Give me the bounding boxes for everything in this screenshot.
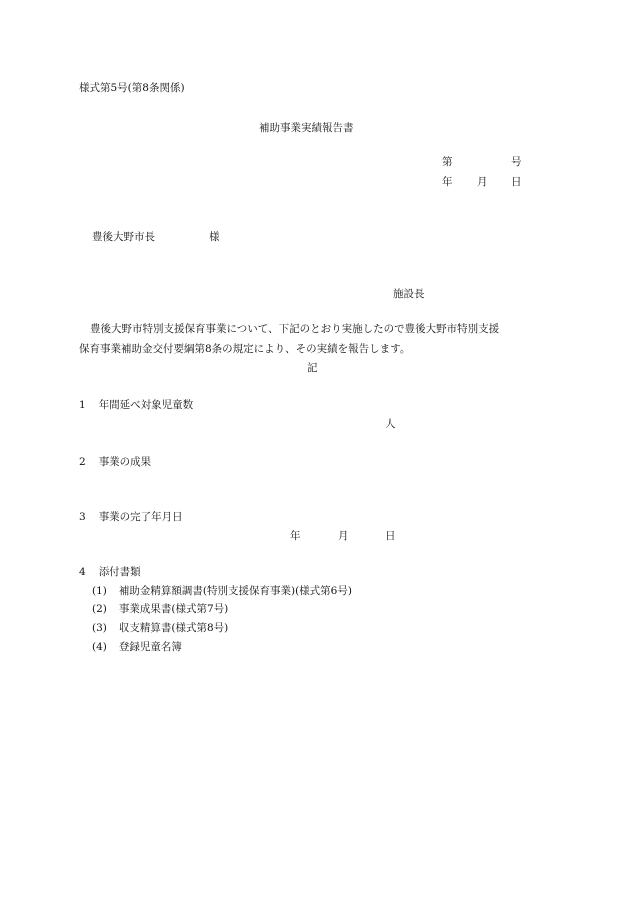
completion-year: 年	[290, 530, 301, 542]
attachment-number: (1)	[92, 585, 107, 597]
attachment-number: (2)	[92, 603, 107, 615]
attachment-item	[92, 621, 228, 635]
item-number: 4	[79, 566, 86, 578]
item-label: 添付書類	[98, 566, 141, 578]
item-label: 事業の成果	[98, 456, 152, 468]
attachment-label: 収支精算書(様式第8号)	[118, 622, 229, 634]
doc-number-suffix: 号	[511, 156, 522, 168]
item-label: 事業の完了年月日	[98, 511, 183, 523]
item-number: 1	[79, 399, 86, 411]
item-2	[79, 455, 151, 469]
item-4	[79, 565, 141, 579]
completion-day: 日	[385, 530, 396, 542]
attachment-item	[92, 640, 182, 654]
doc-date-day: 日	[511, 176, 522, 188]
attachment-label: 事業成果書(様式第7号)	[118, 603, 229, 615]
body-text-line-1: 豊後大野市特別支援保育事業について、下記のとおり実施したので豊後大野市特別支援	[90, 323, 500, 335]
item-3	[79, 510, 183, 524]
ki-heading: 記	[307, 362, 318, 374]
sender-title: 施設長	[393, 288, 425, 300]
addressee-name: 豊後大野市長	[92, 231, 155, 243]
item-label: 年間延べ対象児童数	[98, 399, 194, 411]
attachment-label: 登録児童名簿	[118, 641, 182, 653]
item-1	[79, 398, 193, 412]
form-label: 様式第5号(第8条関係)	[79, 82, 185, 94]
attachment-label: 補助金精算額調書(特別支援保育事業)(様式第6号)	[118, 585, 352, 597]
document-title: 補助事業実績報告書	[259, 122, 354, 134]
doc-number-prefix: 第	[442, 156, 453, 168]
item-1-unit: 人	[385, 418, 396, 430]
doc-date-month: 月	[477, 176, 488, 188]
item-number: 3	[79, 511, 86, 523]
attachment-item	[92, 584, 352, 598]
doc-date-year: 年	[442, 176, 453, 188]
item-number: 2	[79, 456, 86, 468]
addressee-honorific: 様	[209, 231, 220, 243]
attachment-number: (3)	[92, 622, 107, 634]
completion-month: 月	[338, 530, 349, 542]
attachment-item	[92, 602, 228, 616]
attachment-number: (4)	[92, 641, 107, 653]
body-text-line-2: 保育事業補助金交付要綱第8条の規定により、その実績を報告します。	[79, 343, 411, 355]
